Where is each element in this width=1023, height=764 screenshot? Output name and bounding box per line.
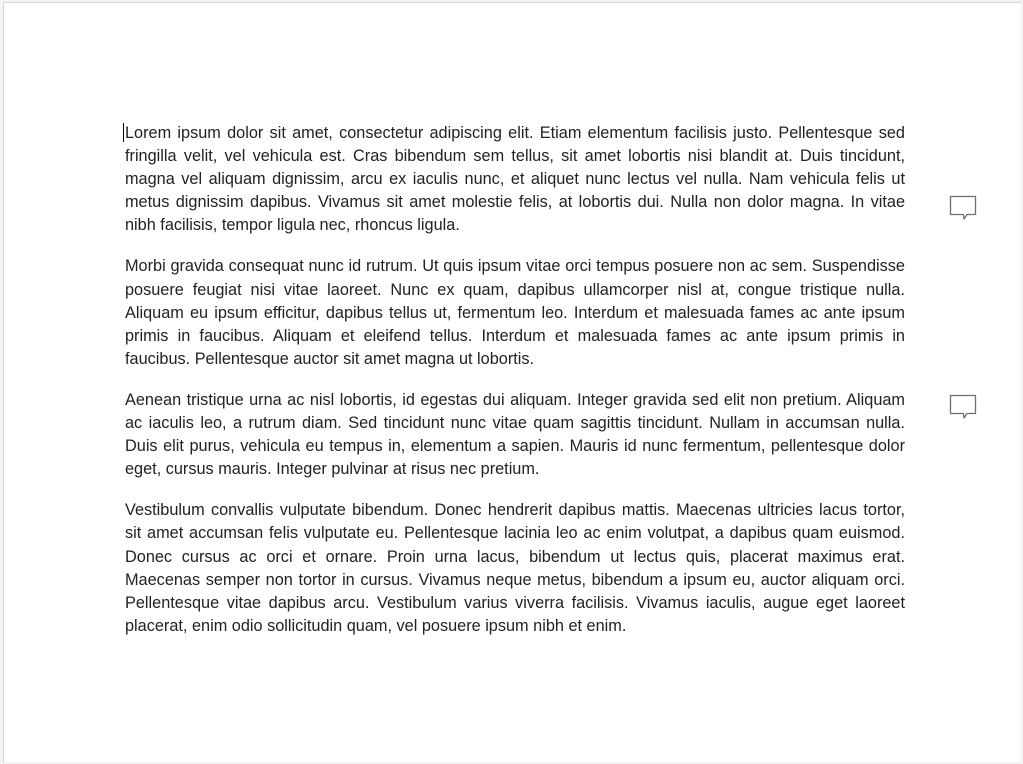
comment-marker-2[interactable]: [948, 393, 978, 421]
paragraph-1[interactable]: Lorem ipsum dolor sit amet, consectetur adipiscing elit. Etiam elementum facilisis justo. Pellentesque sed fringilla velit, vel vehicula est. Cras bibendum sem tellus, sit amet lobortis nisi blandit at. Duis tincidunt, magna vel aliquam dignissim, arcu ex iaculis nunc, et aliquet nunc lectus vel nulla. Nam vehicula felis ut metus dignissim dapibus. Vivamus sit amet molestie felis, at lobortis dui. Nulla non dolor magna. In vitae nibh facilisis, tempor ligula nec, rhoncus ligula.: [125, 124, 905, 235]
paragraph-3[interactable]: Aenean tristique urna ac nisl lobortis, id egestas dui aliquam. Integer gravida sed elit non pretium. Aliquam ac iaculis leo, a rutrum diam. Sed tincidunt nunc vitae quam sagittis tincidunt. Nullam in accumsan nulla. Duis elit purus, vehicula eu tempus in, elementum a sapien. Mauris id nunc fermentum, pellentesque dolor eget, cursus mauris. Integer pulvinar at risus nec pretium.: [125, 390, 905, 479]
paragraph-2[interactable]: Morbi gravida consequat nunc id rutrum. Ut quis ipsum vitae orci tempus posuere non ac sem. Suspendisse posuere feugiat nisi vitae laoreet. Nunc ex quam, dapibus ullamcorper nisl at, congue tristique nulla. Aliquam eu ipsum efficitur, dapibus tellus ut, fermentum leo. Interdum et malesuada fames ac ante ipsum primis in faucibus. Aliquam et eleifend tellus. Interdum et malesuada fames ac ante ipsum primis in faucibus. Pellentesque auctor sit amet magna ut lobortis.: [125, 257, 905, 368]
text-cursor: [123, 123, 124, 142]
document-page[interactable]: [3, 2, 1021, 762]
document-body[interactable]: [125, 122, 905, 656]
paragraph-4[interactable]: Vestibulum convallis vulputate bibendum. Donec hendrerit dapibus mattis. Maecenas ultricies lacus tortor, sit amet accumsan felis vulputate eu. Pellentesque lacinia leo ac enim volutpat, a dapibus quam euismod. Donec cursus ac orci et ornare. Proin urna lacus, bibendum ut lectus quis, placerat maximus erat. Maecenas semper non tortor in cursus. Vivamus neque metus, bibendum a ipsum eu, auctor aliquam orci. Pellentesque vitae dapibus arcu. Vestibulum varius viverra facilisis. Vivamus iaculis, augue eget laoreet placerat, enim odio sollicitudin quam, vel posuere ipsum nibh et enim.: [125, 501, 905, 635]
comment-icon: [948, 393, 978, 421]
comment-icon: [948, 194, 978, 222]
comment-marker-1[interactable]: [948, 194, 978, 222]
